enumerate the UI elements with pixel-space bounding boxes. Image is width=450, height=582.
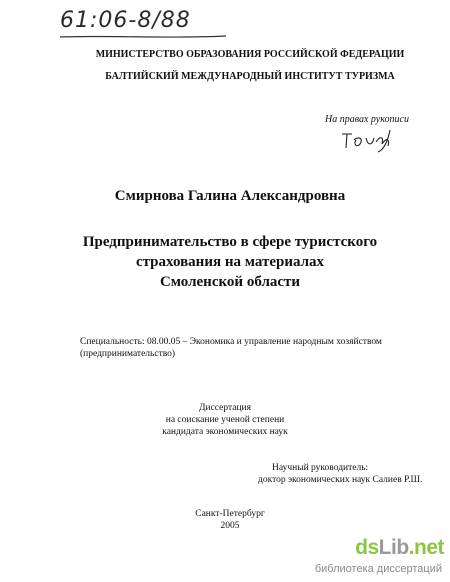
- title-line-1: Предпринимательство в сфере туристского: [82, 234, 378, 250]
- dslib-logo-tld: .net: [408, 536, 444, 559]
- dslib-logo-lib: Lib: [378, 536, 409, 559]
- institute-heading: БАЛТИЙСКИЙ МЕЖДУНАРОДНЫЙ ИНСТИТУТ ТУРИЗМА: [105, 71, 395, 82]
- dslib-logo-ds: ds: [355, 536, 379, 559]
- author-signature: [338, 126, 398, 154]
- catalog-number-underline: [58, 34, 228, 40]
- dslib-logo: [355, 536, 444, 560]
- specialty-block: [80, 336, 420, 360]
- handwritten-catalog-number: 61:06-8/88: [60, 8, 191, 33]
- degree-block: [130, 402, 320, 438]
- specialty-line: Специальность: 08.00.05 – Экономика и управление народным хозяйством: [80, 337, 382, 347]
- city: Санкт-Петербург: [195, 509, 265, 519]
- supervisor-block: [258, 462, 448, 486]
- title-line-3: Смоленской области: [159, 274, 301, 290]
- specialty-subline: (предпринимательство): [80, 349, 176, 359]
- supervisor-label: Научный руководитель:: [272, 463, 369, 473]
- signature-scribble: [338, 126, 398, 154]
- author-name: Смирнова Галина Александровна: [114, 188, 346, 204]
- dslib-tagline: библиотека диссертаций: [314, 563, 442, 575]
- city-year-block: [165, 508, 295, 532]
- dissertation-title: [40, 232, 420, 292]
- manuscript-rights-label: На правах рукописи: [325, 114, 409, 125]
- degree-line-2: на соискание ученой степени: [165, 415, 285, 425]
- ministry-heading: МИНИСТЕРСТВО ОБРАЗОВАНИЯ РОССИЙСКОЙ ФЕДЕРАЦИИ: [95, 49, 405, 60]
- degree-line-1: Диссертация: [199, 403, 251, 413]
- year: 2005: [220, 521, 240, 531]
- supervisor-name: доктор экономических наук Салиев Р.Ш.: [258, 475, 423, 485]
- title-line-2: страхования на материалах: [135, 254, 325, 270]
- degree-line-3: кандидата экономических наук: [162, 427, 288, 437]
